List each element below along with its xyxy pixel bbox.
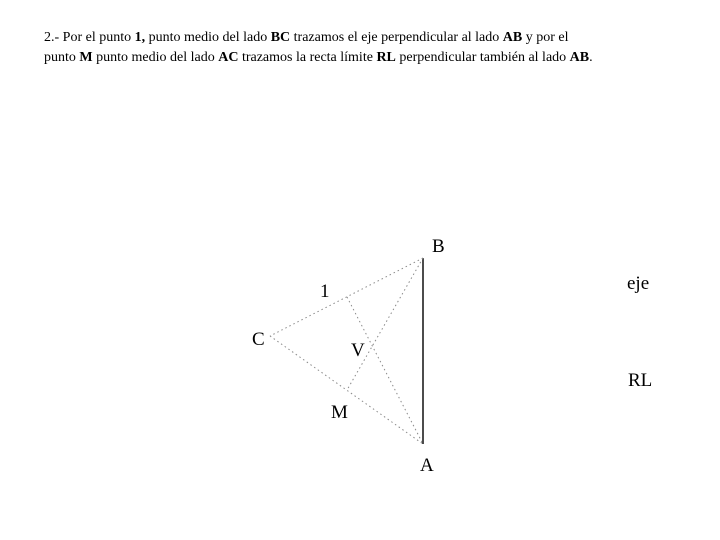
instruction-line2-run-1: M <box>79 50 93 65</box>
instruction-line1-run-2: punto medio del lado <box>145 30 271 45</box>
instruction-line2-run-2: punto medio del lado <box>92 50 219 65</box>
label-m: M <box>331 402 348 423</box>
instruction-line1-run-0: 2.- Por el punto <box>44 30 135 45</box>
label-rl: RL <box>628 370 653 391</box>
label-1: 1 <box>320 281 330 302</box>
side-ac <box>270 336 423 444</box>
instruction-line2-run-6: perpendicular también al lado <box>395 50 570 65</box>
instruction-line2-run-0: punto <box>44 50 80 65</box>
instruction-line1-run-4: trazamos el eje perpendicular al lado <box>290 30 503 45</box>
instruction-line2-run-5: RL <box>376 50 396 65</box>
line-1-to-a <box>347 297 423 444</box>
instruction-line1-run-1: 1, <box>134 30 146 45</box>
instruction-line2-run-7: AB <box>569 50 590 65</box>
label-eje: eje <box>627 273 650 294</box>
label-a: A <box>420 455 434 476</box>
instruction-line2-run-8: . <box>589 50 593 65</box>
instruction-line2-run-3: AC <box>218 50 239 65</box>
instruction-line2-run-4: trazamos la recta límite <box>238 50 377 65</box>
instruction-line1-run-5: AB <box>502 30 523 45</box>
label-b: B <box>432 236 445 257</box>
label-c: C <box>252 329 265 350</box>
instruction-line1-run-6: y por el <box>522 30 569 45</box>
label-v: V <box>351 340 365 361</box>
instruction-line1-run-3: BC <box>270 30 291 45</box>
